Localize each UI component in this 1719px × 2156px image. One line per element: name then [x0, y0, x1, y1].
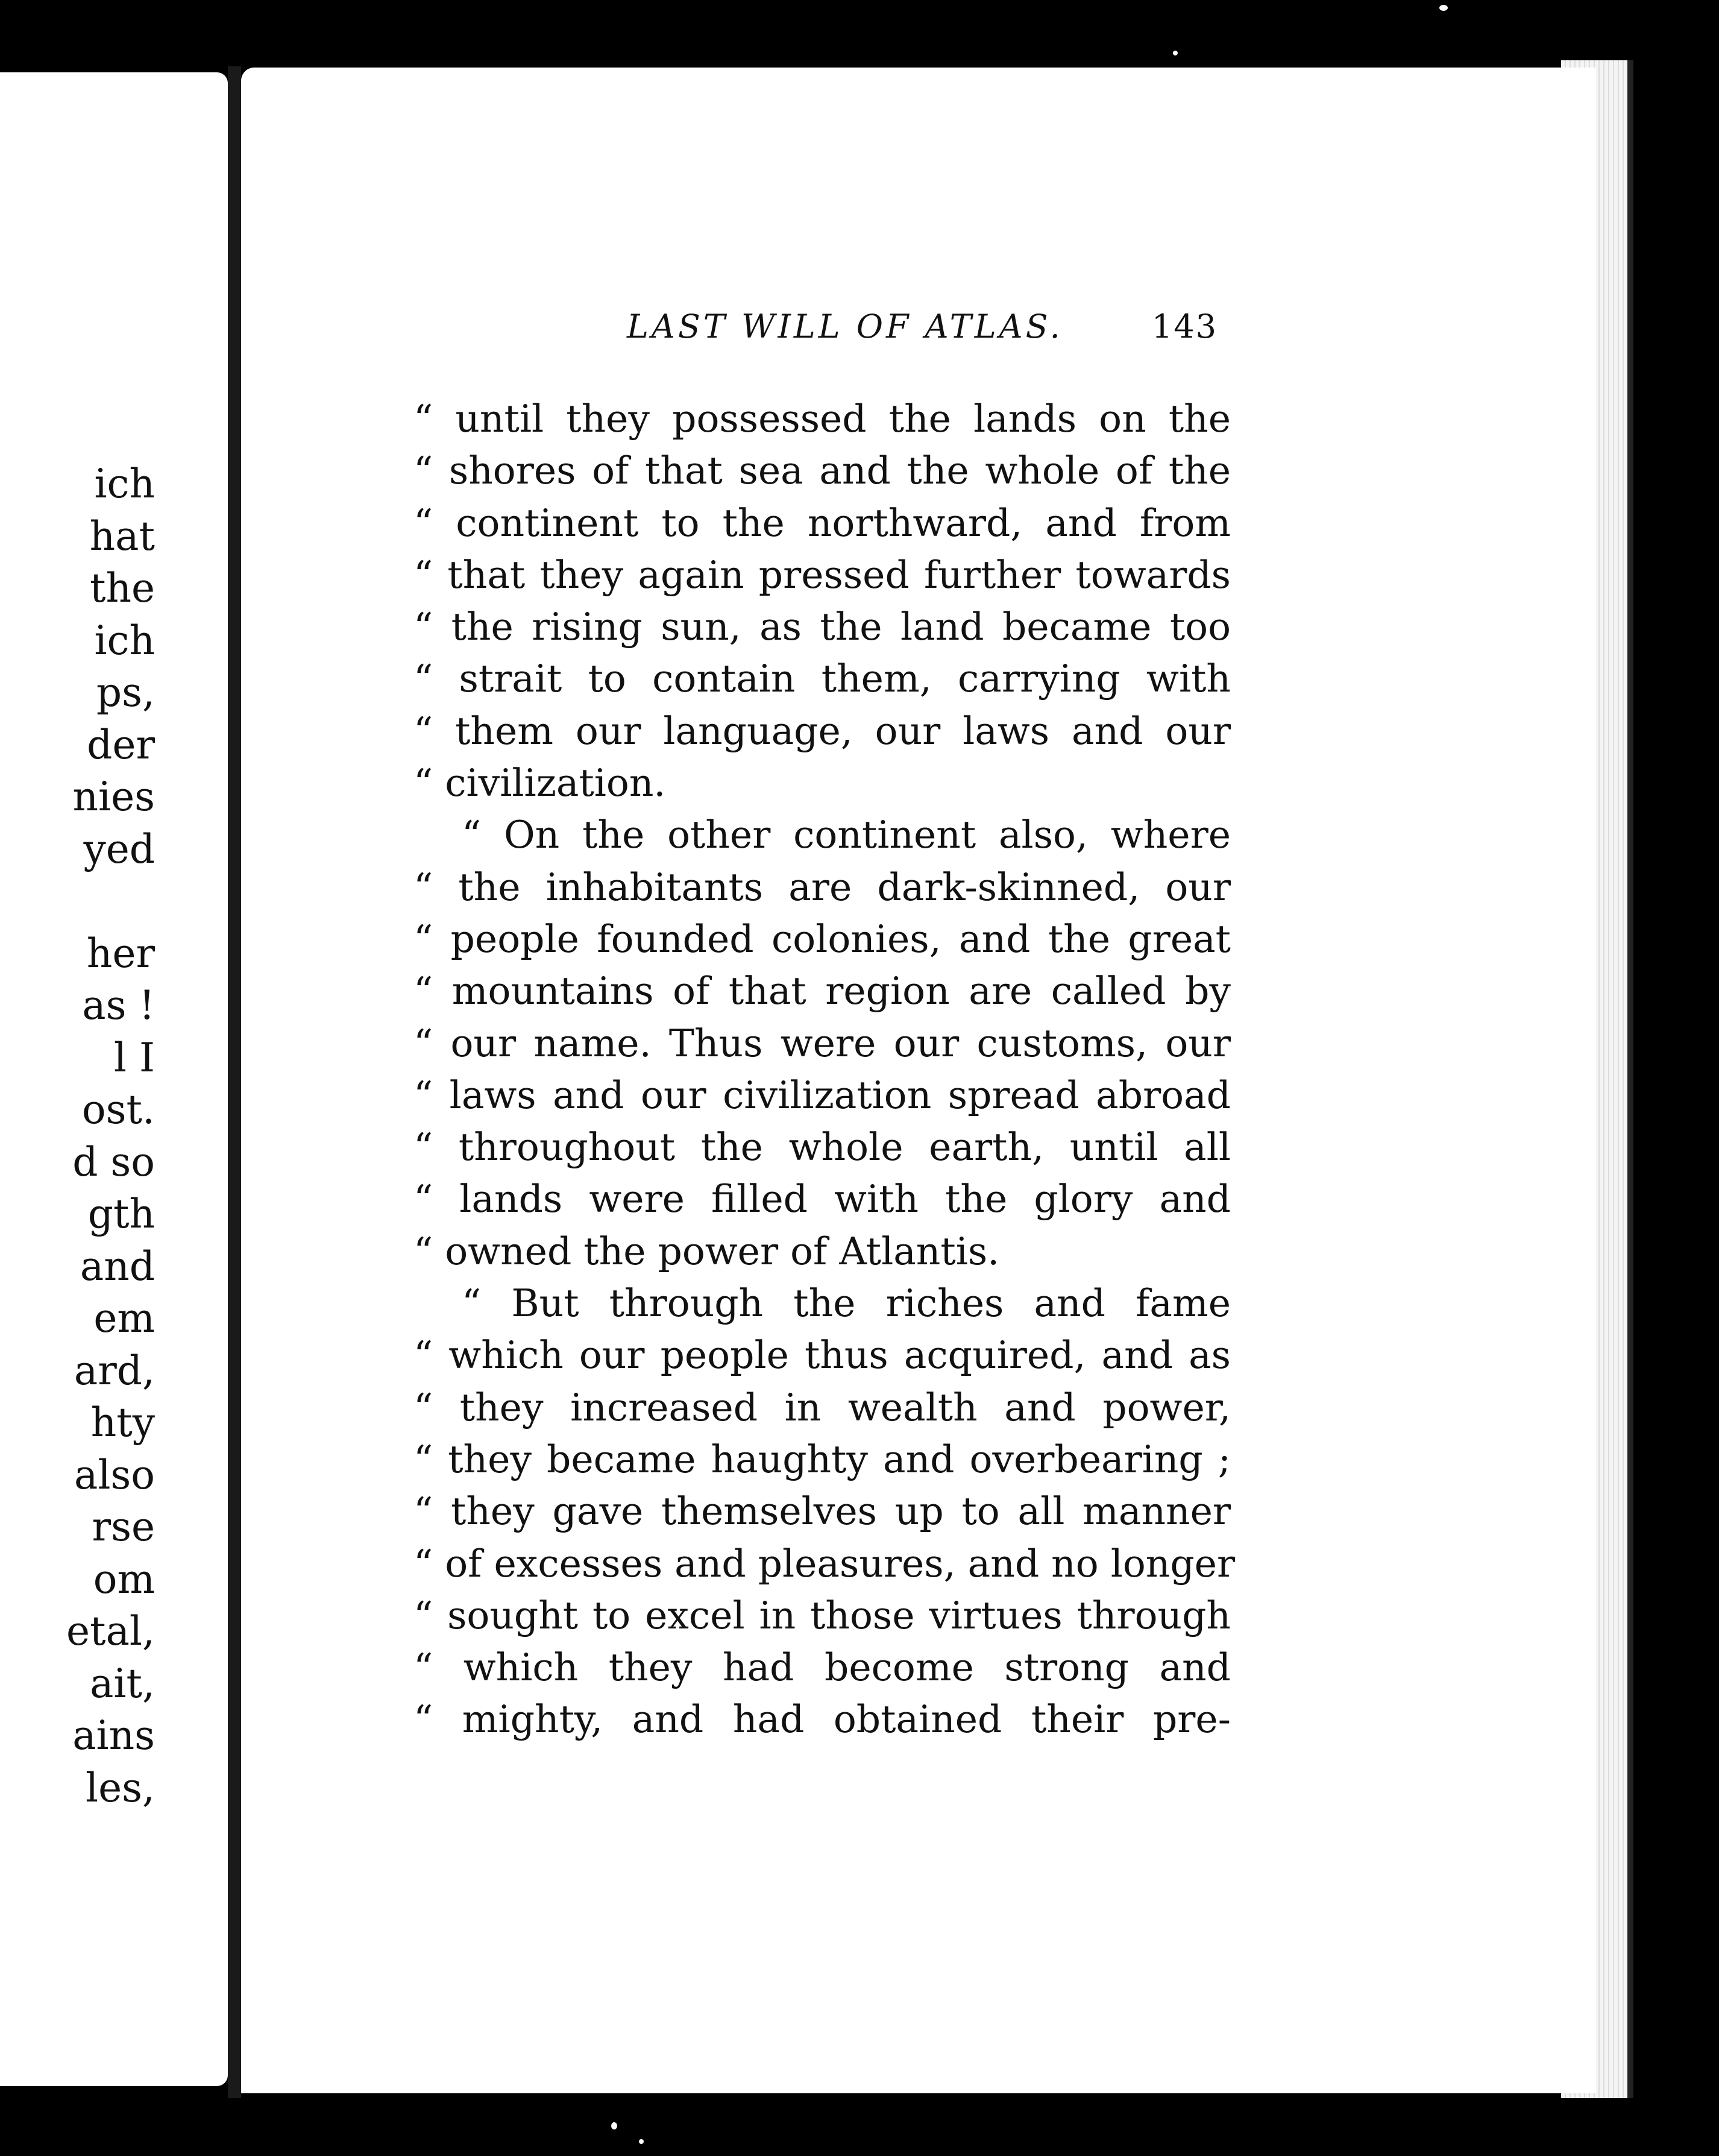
- fragment-line: etal,: [66, 1608, 156, 1654]
- text-line: “ them our language, our laws and our: [413, 708, 1231, 753]
- fragment-line: her: [86, 930, 156, 977]
- scan-speck: [1439, 5, 1448, 11]
- fragment-line: also: [74, 1451, 156, 1498]
- previous-page: [0, 72, 228, 2086]
- fragment-line: les,: [86, 1764, 156, 1811]
- previous-page-text-fragments: [66, 458, 155, 1814]
- fragment-line: [66, 875, 155, 928]
- text-line: “ which they had become strong and: [413, 1645, 1231, 1690]
- scan-speck: [611, 2122, 617, 2129]
- fragment-line: l I: [113, 1034, 156, 1081]
- fragment-line: hty: [90, 1399, 156, 1446]
- text-line: “ our name. Thus were our customs, our: [413, 1021, 1231, 1065]
- fragment-line: der: [87, 721, 156, 768]
- text-line: “ shores of that sea and the whole of the: [413, 449, 1231, 493]
- body-text: [413, 393, 1236, 1746]
- fragment-line: em: [93, 1295, 156, 1341]
- scan-speck: [639, 2139, 644, 2144]
- book-gutter: [228, 66, 241, 2098]
- text-line-paragraph-start: “ But through the riches and fame: [462, 1281, 1231, 1326]
- text-line-paragraph-start: “ On the other continent also, where: [462, 813, 1231, 857]
- text-line: “ mighty, and had obtained their pre-: [413, 1697, 1231, 1742]
- fragment-line: nies: [72, 774, 156, 820]
- fragment-line: the: [89, 565, 156, 611]
- text-line: “ mountains of that region are called by: [413, 969, 1231, 1013]
- text-line: “ civilization.: [413, 761, 666, 805]
- text-line: “ owned the power of Atlantis.: [413, 1229, 1000, 1273]
- fragment-line: and: [80, 1243, 156, 1290]
- page-number: 143: [1151, 307, 1218, 345]
- fragment-line: ich: [94, 617, 156, 664]
- text-line: “ continent to the northward, and from: [413, 500, 1231, 545]
- text-line: “ they gave themselves up to all manner: [413, 1489, 1231, 1534]
- fragment-line: rse: [92, 1504, 156, 1550]
- text-line: “ which our people thus acquired, and as: [413, 1333, 1231, 1378]
- text-line: “ sought to excel in those virtues through: [413, 1593, 1231, 1637]
- text-line: “ strait to contain them, carrying with: [413, 657, 1231, 701]
- text-line: “ that they again pressed further towards: [413, 552, 1231, 597]
- text-line: “ until they possessed the lands on the: [413, 397, 1231, 441]
- text-line: “ lands were filled with the glory and: [413, 1177, 1231, 1221]
- text-line: “ laws and our civilization spread abroad: [413, 1073, 1231, 1117]
- text-line: “ of excesses and pleasures, and no longer: [413, 1541, 1236, 1586]
- text-line: “ they became haughty and overbearing ;: [413, 1437, 1231, 1481]
- text-line: “ the inhabitants are dark-skinned, our: [413, 865, 1231, 909]
- fragment-line: ost.: [81, 1086, 156, 1133]
- fragment-line: yed: [83, 825, 156, 872]
- fragment-line: ps,: [96, 669, 156, 716]
- text-line: “ people founded colonies, and the great: [413, 916, 1231, 961]
- fragment-line: as !: [82, 982, 156, 1029]
- text-line: “ they increased in wealth and power,: [413, 1385, 1231, 1429]
- fragment-line: gth: [87, 1191, 156, 1237]
- running-head: [627, 307, 1218, 362]
- fragment-line: d so: [72, 1138, 156, 1185]
- fragment-line: ich: [94, 461, 156, 507]
- text-line: “ the rising sun, as the land became too: [413, 605, 1231, 649]
- fragment-line: ains: [72, 1712, 156, 1759]
- scan-speck: [1173, 51, 1178, 55]
- running-head-title: LAST WILL OF ATLAS.: [627, 307, 1063, 345]
- fragment-line: hat: [89, 512, 156, 559]
- fragment-line: om: [93, 1556, 156, 1603]
- fragment-line: ard,: [74, 1347, 156, 1394]
- text-line: “ throughout the whole earth, until all: [413, 1125, 1231, 1170]
- fragment-line: ait,: [90, 1660, 156, 1707]
